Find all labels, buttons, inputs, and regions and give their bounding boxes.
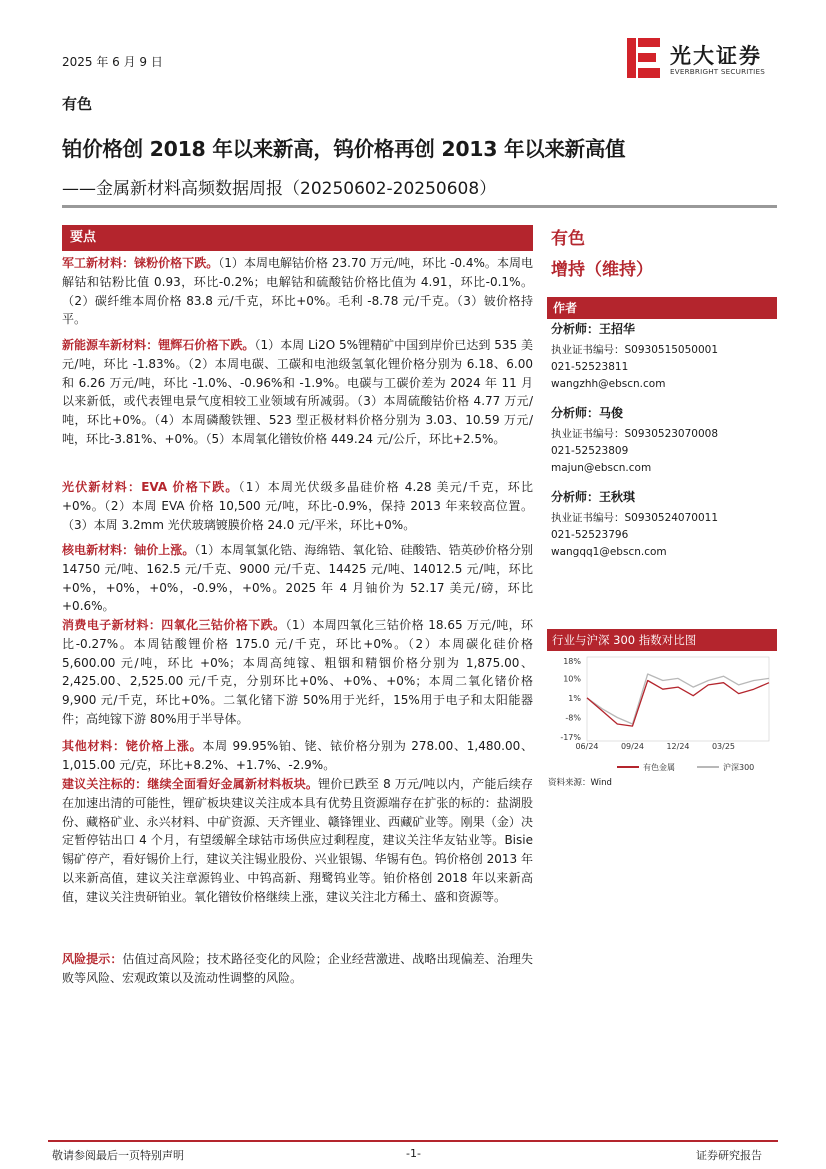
paragraph-body: 本周 99.95%铂、铑、铱价格分别为 278.00、1,480.00、1,015.00 元/克，环比+8.2%、+1.7%、-2.9%。 bbox=[62, 739, 533, 772]
paragraph-heading: 新能源车新材料：锂辉石价格下跌。 bbox=[62, 338, 255, 352]
y-tick-label: -8% bbox=[565, 713, 581, 723]
x-tick-label: 06/24 bbox=[575, 742, 599, 751]
paragraph-other-materials bbox=[62, 737, 533, 775]
footer-disclaimer: 敬请参阅最后一页特别声明 bbox=[52, 1149, 184, 1162]
x-tick-label: 09/24 bbox=[620, 742, 645, 751]
page-number: -1- bbox=[406, 1147, 421, 1160]
paragraph-heading: 风险提示： bbox=[62, 952, 123, 966]
key-points-header: 要点 bbox=[62, 225, 533, 251]
analyst-name: 分析师：王秋琪 bbox=[551, 490, 636, 504]
footer-report-type: 证券研究报告 bbox=[696, 1149, 762, 1162]
analyst-card bbox=[551, 404, 718, 476]
analyst-card bbox=[551, 488, 718, 560]
paragraph-heading: 核电新材料：铀价上涨。 bbox=[62, 543, 195, 557]
series-line-sector bbox=[587, 681, 769, 727]
index-comparison-chart bbox=[547, 651, 777, 775]
paragraph-heading: 建议关注标的：继续全面看好金属新材料板块。 bbox=[62, 777, 319, 791]
paragraph-consumer-electronics bbox=[62, 616, 533, 729]
chart-title: 行业与沪深 300 指数对比图 bbox=[547, 629, 777, 651]
x-tick-label: 12/24 bbox=[666, 742, 690, 751]
paragraph-body: （1）本周氧氯化锆、海绵锆、氧化铪、硅酸锆、锆英砂价格分别 14750 元/吨、162.5 元/千克、9000 元/千克、14425 元/吨、14012.5 元/吨，环比+0%，+0%，+0%，-0.9%，+0%。2025 年 4 月铀价为 52.17 美元/磅，环比+0.6%。 bbox=[62, 543, 533, 614]
y-tick-label: 18% bbox=[563, 657, 581, 666]
series-line-hs300 bbox=[587, 674, 769, 724]
analyst-name: 分析师：王招华 bbox=[551, 322, 636, 336]
legend-label: 有色金属 bbox=[643, 763, 675, 772]
x-tick-label: 03/25 bbox=[711, 742, 736, 751]
report-title: 铂价格创 2018 年以来新高，钨价格再创 2013 年以来新高值 bbox=[62, 137, 626, 161]
paragraph-ev-materials bbox=[62, 336, 533, 449]
analyst-email[interactable]: wangzhh@ebscn.com bbox=[551, 377, 666, 390]
header-divider bbox=[62, 205, 777, 208]
paragraph-military-materials bbox=[62, 254, 533, 329]
report-date: 2025 年 6 月 9 日 bbox=[62, 55, 163, 69]
paragraph-heading: 军工新材料：铼粉价格下跌。 bbox=[62, 256, 219, 270]
paragraph-body: （1）本周电解钴价格 23.70 万元/吨，环比 -0.4%。本周电解钴和钴粉比值 0.93，环比-0.2%；电解钴和硫酸钴价格比值为 4.91，环比-0.1%。（2）碳纤维本周价格 83.8 元/千克，环比+0%。毛利 -8.78 元/千克。（3）铍价格持平。 bbox=[62, 256, 533, 327]
analyst-phone: 021-52523811 bbox=[551, 360, 629, 373]
rating: 增持（维持） bbox=[551, 260, 653, 280]
paragraph-heading: 其他材料：铑价格上涨。 bbox=[62, 739, 203, 753]
sidebar-sector: 有色 bbox=[551, 229, 585, 249]
analyst-cert: 执业证书编号：S0930524070011 bbox=[551, 512, 719, 524]
paragraph-body: 锂价已跌至 8 万元/吨以内，产能后续存在加速出清的可能性，锂矿板块建议关注成本具有优势且资源端存在扩张的标的：盐湖股份、藏格矿业、永兴材料、中矿资源、天齐锂业、赣锋锂业、西藏矿业等。刚果（金）决定暂停钴出口 4 个月，有望缓解全球钴市场供应过剩程度，建议关注华友钴业等。Bisie 锡矿停产，看好锡价上行，建议关注锡业股份、兴业银锡、华锡有色。钨价格创 2013 年以来新高值，建议关注章源钨业、中钨高新、翔鹭钨业等。铂价格创 2018 年以来新高值，建议关注贵研铂业。氧化镨钕价格继续上涨，建议关注北方稀土、盛和资源等。 bbox=[62, 777, 533, 904]
paragraph-body: （1）本周光伏级多晶硅价格 4.28 美元/千克，环比 +0%。（2）本周 EVA 价格 10,500 元/吨，环比-0.9%，保持 2013 年来较高位置。（3）本周 3.2mm 光伏玻璃镀膜价格 24.0 元/平米，环比+0%。 bbox=[62, 480, 533, 532]
everbright-logo-mark bbox=[624, 36, 666, 80]
authors-header: 作者 bbox=[547, 297, 777, 319]
paragraph-heading: 消费电子新材料：四氧化三钴价格下跌。 bbox=[62, 618, 286, 632]
analyst-phone: 021-52523796 bbox=[551, 528, 629, 541]
logo-chinese-name: 光大证券 bbox=[670, 44, 762, 68]
logo-english-name: EVERBRIGHT SECURITIES bbox=[670, 67, 765, 76]
analyst-card bbox=[551, 320, 718, 392]
paragraph-body: 估值过高风险；技术路径变化的风险；企业经营激进、战略出现偏差、治理失败等风险、宏观政策以及流动性调整的风险。 bbox=[62, 952, 533, 985]
y-tick-label: 10% bbox=[563, 674, 581, 684]
plot-area-frame bbox=[587, 657, 769, 741]
sector-label: 有色 bbox=[62, 95, 93, 113]
legend-label: 沪深300 bbox=[723, 763, 755, 772]
y-tick-label: -17% bbox=[560, 733, 581, 742]
y-tick-label: 1% bbox=[568, 693, 581, 703]
paragraph-nuclear-materials bbox=[62, 541, 533, 616]
paragraph-heading: 光伏新材料：EVA 价格下跌。 bbox=[62, 480, 239, 494]
analyst-cert: 执业证书编号：S0930515050001 bbox=[551, 344, 719, 356]
paragraph-pv-materials bbox=[62, 478, 533, 534]
footer-divider bbox=[48, 1140, 778, 1142]
paragraph-body: （1）本周四氧化三钴价格 18.65 万元/吨，环比-0.27%。本周钴酸锂价格 175.0 元/千克，环比+0%。（2）本周碳化硅价格 5,600.00 元/吨，环比 +0%；本周高纯镓、粗铟和精铟价格分别为 1,875.00、2,425.00、2,525.00 元/千克，分别环比+0%、+0%、+0%；本周二氧化锗价格 9,900 元/千克，环比+0%。二氧化锗下游 50%用于光纤，15%用于电子和太阳能器件；高纯镓下游 80%用于半导体。 bbox=[62, 618, 533, 726]
paragraph-recommendations bbox=[62, 775, 533, 907]
report-subtitle: ——金属新材料高频数据周报（20250602-20250608） bbox=[62, 179, 497, 199]
everbright-logo bbox=[624, 36, 784, 80]
paragraph-body: （1）本周 Li2O 5%锂精矿中国到岸价已达到 535 美元/吨，环比 -1.83%。（2）本周电碳、工碳和电池级氢氧化锂价格分别为 6.18、6.00 和 6.26 万元/吨，环比 -1.0%、-0.96%和 -1.9%。电碳与工碳价差为 2024 年 11 月以来新低，或代表锂电景气度相较工业领域有所减弱。（3）本周硫酸钴价格 4.77 万元/吨，环比+0%。（4）本周磷酸铁锂、523 型正极材料价格分别为 3.03、10.59 万元/吨，环比-3.81%、+0%。（5）本周氧化镨钕价格 449.24 元/公斤，环比+2.5%。 bbox=[62, 338, 533, 446]
paragraph-risk-warning bbox=[62, 950, 533, 988]
analyst-name: 分析师：马俊 bbox=[551, 406, 624, 420]
chart-source: 资料来源：Wind bbox=[548, 778, 612, 788]
analyst-email[interactable]: wangqq1@ebscn.com bbox=[551, 545, 667, 558]
analyst-cert: 执业证书编号：S0930523070008 bbox=[551, 428, 719, 440]
analyst-email[interactable]: majun@ebscn.com bbox=[551, 461, 652, 474]
analyst-phone: 021-52523809 bbox=[551, 444, 629, 457]
